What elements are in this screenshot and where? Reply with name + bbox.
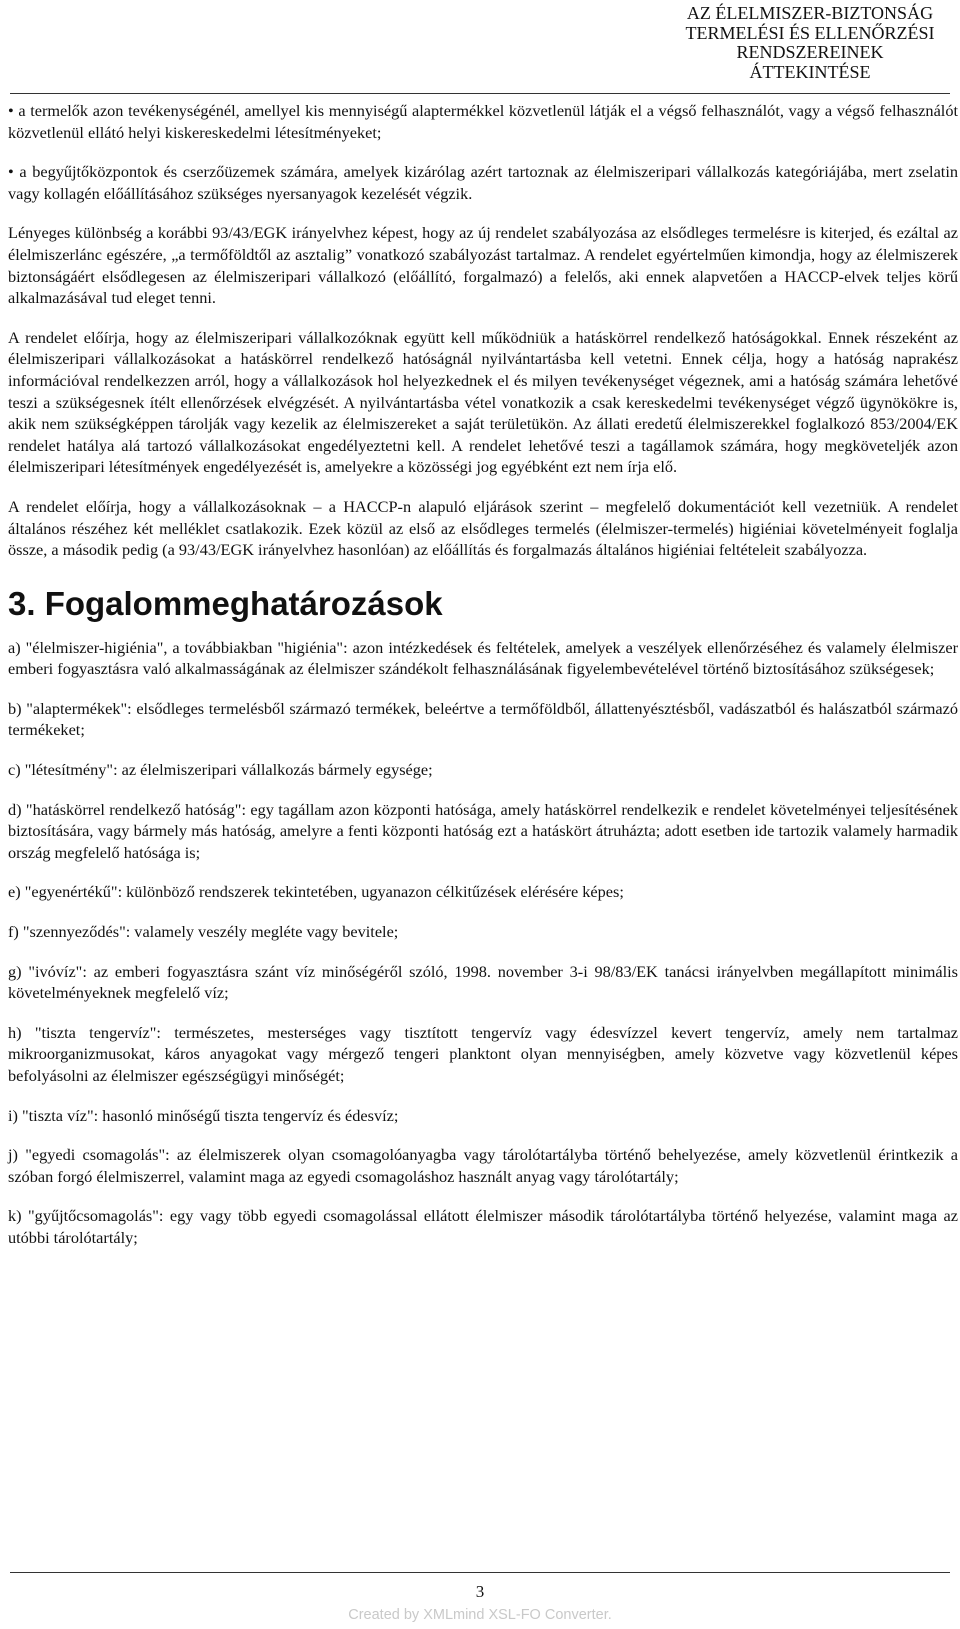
header-line: TERMELÉSI ÉS ELLENŐRZÉSI <box>685 22 935 43</box>
definition-item: b) "alaptermékek": elsődleges termelésből származó termékek, beleértve a termőföldből, állattenyésztésből, vadászatból és halászatból származó termékeket; <box>8 698 958 740</box>
section-heading: 3. Fogalommeghatározások <box>8 584 443 622</box>
bullet-item: • a begyűjtőközpontok és cserzőüzemek számára, amelyek kizárólag azért tartoznak az élelmiszeripari vállalkozás kategóriájába, mert zselatin vagy kollagén előállításához szükséges nyersanyagok kezelését végzik. <box>8 162 958 203</box>
definition-item: g) "ivóvíz": az emberi fogyasztásra szánt víz minőségéről szóló, 1998. november 3-i 98/83/EK tanácsi irányelvben megállapított minimális követelményeknek megfelelő víz; <box>8 961 958 1003</box>
definition-item: e) "egyenértékű": különböző rendszerek tekintetében, ugyanazon célkitűzések elérésére képes; <box>8 882 624 902</box>
definition-item: j) "egyedi csomagolás": az élelmiszerek olyan csomagolóanyagba vagy tárolótartályba történő behelyezése, amely közvetlenül érintkezik a szóban forgó élelmiszerrel, valamint maga az egyedi csomagoláshoz használt anyag vagy tárolótartály; <box>8 1145 958 1186</box>
header-line: AZ ÉLELMISZER-BIZTONSÁG <box>686 3 934 23</box>
body-paragraph: A rendelet előírja, hogy az élelmiszeripari vállalkozóknak együtt kell működniük a hatáskörrel rendelkező hatóságokkal. Ennek részeként az élelmiszeripari vállalkozásokat a hatáskörrel rendelkező hatóságnál nyilvántartásba kell vetetni. Ennek célja, hogy a hatóság naprakész információval rendelkezzen arról, hogy a vállalkozások hol helyezkednek el és milyen tevékenységet végeznek, ami a hatóság számára lehetővé teszi a szükségesnek ítélt ellenőrzések elvégzését. A nyilvántartásba vétel vonatkozik a csak kereskedelmi tevékenységet végző ügynökökre is, akik nem szükségképpen tárolják vagy kezelik az élelmiszereket a saját területükön. Az állati eredetű élelmiszerekkel foglalkozó 853/2004/EK rendelet hatálya alá tartozó vállalkozásokat engedélyeztetni kell. A rendelet lehetővé teszi a tagállamok számára, hogy megköveteljék azon élelmiszeripari létesítmények engedélyezését is, amelyekre a közösségi jog egyébként ezt nem írja elő. <box>8 327 958 477</box>
footer-rule <box>10 1572 950 1573</box>
header-rule <box>10 93 950 94</box>
definition-item: k) "gyűjtőcsomagolás": egy vagy több egyedi csomagolással ellátott élelmiszer második tárolótartályba történő helyezése, valamint maga az utóbbi tárolótartály; <box>8 1206 958 1247</box>
body-paragraph: Lényeges különbség a korábbi 93/43/EGK irányelvhez képest, hogy az új rendelet szabályozása az elsődleges termelésre is kiterjed, és ezáltal az élelmiszerlánc egészére, „a termőföldtől az asztalig” vonatkozó szabályozást tartalmaz. A rendelet egyértelműen kimondja, hogy az élelmiszerek biztonságáért elsődlegesen az élelmiszeripari vállalkozó (előállító, forgalmazó) a felelős, aki ennek alapvetően a HACCP-elvek teljes körű alkalmazásával tud eleget tenni. <box>8 223 958 308</box>
definition-item: d) "hatáskörrel rendelkező hatóság": egy tagállam azon központi hatósága, amely hatáskörrel rendelkezik e rendelet követelményei teljesítésének biztosítására, vagy bármely más hatóság, amelyre a fenti központi hatóság ezt a hatáskört átruházta; adott esetben ide tartozik valamely harmadik ország megfelelő hatósága is; <box>8 799 958 862</box>
definition-item: f) "szennyeződés": valamely veszély megléte vagy bevitele; <box>8 922 399 942</box>
definition-item: a) "élelmiszer-higiénia", a továbbiakban "higiénia": azon intézkedések és feltételek, amelyek a veszélyek ellenőrzéséhez és valamely élelmiszer emberi fogyasztásra való alkalmasságának az élelmiszer szándékolt felhasználásának figyelembevételével történő biztosításához szükségesek; <box>8 637 958 679</box>
definition-item: c) "létesítmény": az élelmiszeripari vállalkozás bármely egysége; <box>8 760 433 780</box>
bullet-item: • a termelők azon tevékenységénél, amellyel kis mennyiségű alaptermékkel közvetlenül látják el a végső felhasználót, vagy a végső felhasználót közvetlenül ellátó helyi kiskereskedelmi létesítményeket; <box>8 101 958 142</box>
running-header <box>660 4 960 82</box>
page-body <box>8 100 958 1249</box>
definition-item: i) "tiszta víz": hasonló minőségű tiszta tengervíz és édesvíz; <box>8 1105 399 1125</box>
body-paragraph: A rendelet előírja, hogy a vállalkozásoknak – a HACCP-n alapuló eljárások szerint – megfelelő dokumentációt kell vezetniük. A rendelet általános részéhez két melléklet csatlakozik. Ezek közül az első az elsődleges termelés (élelmiszer-termelés) higiéniai követelményeit foglalja össze, a második pedig (a 93/43/EGK irányelvhez hasonlóan) az előállítás és forgalmazás általános higiéniai feltételeit szabályozza. <box>8 496 958 560</box>
definition-item: h) "tiszta tengervíz": természetes, mesterséges vagy tisztított tengervíz vagy édesvízzel kevert tengervíz, amely nem tartalmaz mikroorganizmusokat, káros anyagokat vagy mérgező tengeri planktont olyan mennyiségben, amely közvetve vagy közvetlenül képes befolyásolni az élelmiszer egészségügyi minőségét; <box>8 1022 958 1085</box>
header-line: ÁTTEKINTÉSE <box>749 61 871 82</box>
page-number: 3 <box>475 1582 485 1601</box>
header-line: RENDSZEREINEK <box>736 42 884 62</box>
converter-credit: Created by XMLmind XSL-FO Converter. <box>348 1607 612 1623</box>
